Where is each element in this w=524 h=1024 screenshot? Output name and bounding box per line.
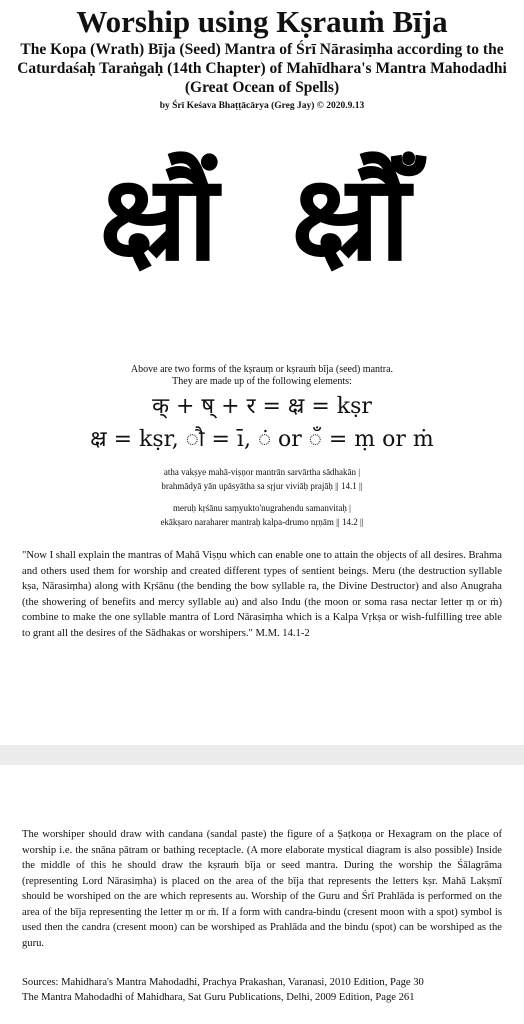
intro-line-2: They are made up of the following elements:: [172, 376, 352, 387]
worship-paragraph: The worshiper should draw with candana (sandal paste) the figure of a Ṣaṭkoṇa or Hexagram on the place of worship i.e. the snāna pātram or bathing receptacle. (A more elaborate mystical diagram is also possible) Inside the middle of this he should draw the kṣrauṁ bīja or seed mantra. During the worship the Śālagrāma (representing Lord Nārasiṃha) is placed on the area of the bīja that represents the letters kṣr. Mahā Lakṣmī should be worshiped on the are which represents au. Worship of the Guru and Śrī Prahlāda is performed on the area of the bīja representing the letter ṃ or ṁ. If a form with candra-bindu (cresent moon with a spot) symbol is used then the candra (cresent moon) can be worshiped as Prahlāda and the bindu (spot) can be worshiped as the guru.: [22, 829, 502, 949]
bija-anusvara-form: क्ष्रौं: [100, 149, 219, 287]
equation-line-1: क् + ष् + र = क्ष्र = kṣr: [152, 394, 372, 419]
sources-line-2: The Mantra Mahodadhi of Mahidhara, Sat Guru Publications, Delhi, 2009 Edition, Page 261: [22, 992, 415, 1003]
translation-paragraph: "Now I shall explain the mantras of Mahā Viṣṇu which can enable one to attain the objects of all desires. Brahma and others used them for worship and created different types of sentient beings. Meru (the destruction syllable kṣa, Nārasiṃha) along with Kṛśānu (the bending the bow syllable ra, the Divine Destructor) and also Anugraha (the showering of benefits and mercy syllable au) and also Indu (the moon or soma rasa nectar letter ṃ or ṁ) combine to make the one syllable mantra of Lord Nārasiṃha which is a Kalpa Vṛkṣa or wish-fulfilling tree able to grant all the desires of the Sādhakas or worshipers." M.M. 14.1-2: [22, 550, 502, 639]
document-page-2: [0, 765, 524, 1024]
bija-glyphs: [0, 118, 524, 328]
sources-line-1: Sources: Mahidhara's Mantra Mahodadhi, Prachya Prakashan, Varanasi, 2010 Edition, Page 30: [22, 977, 424, 988]
verse-2-line-1: meruḥ kṛśānu saṃyukto'nugrahendu samanvitaḥ |: [173, 503, 351, 513]
page-title: Worship using Kṣrauṁ Bīja: [76, 4, 448, 39]
equation-line-2: क्ष्र = kṣr, ौ = ī, ं or ँ = ṃ or ṁ: [90, 427, 434, 452]
page-subtitle: The Kopa (Wrath) Bīja (Seed) Mantra of Śrī Nārasiṃha according to the Caturdaśaḥ Taraṅgaḥ (14th Chapter) of Mahīdhara's Mantra Mahodadhi (Great Ocean of Spells): [17, 41, 507, 96]
intro-line-1: Above are two forms of the kṣrauṃ or kṣrauṁ bīja (seed) mantra.: [130, 364, 394, 375]
verse-1-line-2: brahmādyā yān upāsyātha sa sṛjur viviāḥ prajāḥ || 14.1 ||: [161, 481, 363, 491]
verse-1-line-1: atha vakṣye mahā-viṣṇor mantrān sarvārtha sādhakān |: [163, 467, 361, 477]
verse-2-line-2: ekākṣaro naraharer mantraḥ kalpa-drumo nṛṇām || 14.2 ||: [160, 517, 364, 527]
page-separator: [0, 745, 524, 765]
author-byline: by Śrī Keśava Bhaṭṭācārya (Greg Jay) © 2020.9.13: [159, 101, 365, 111]
bija-candrabindu-form: क्ष्रौँ: [292, 149, 411, 287]
